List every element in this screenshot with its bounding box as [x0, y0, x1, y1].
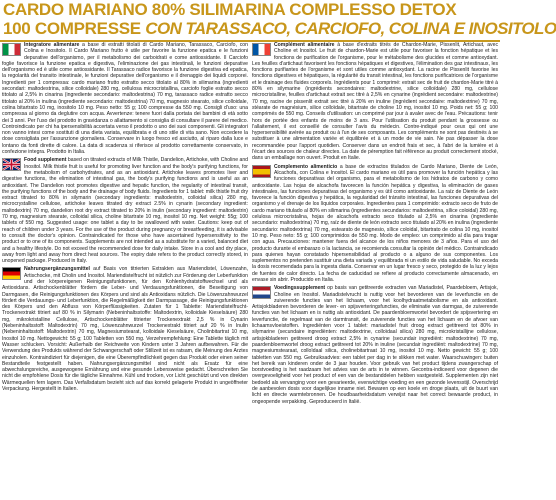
- left-column: [2, 42, 248, 500]
- german-lead: Nahrungsergänzungsmittel: [24, 266, 90, 273]
- section-dutch: [252, 285, 498, 405]
- product-ingredients-subtitle: CON TARASSACO, CARCIOFO, COLINA E INOSITOLO: [145, 19, 556, 38]
- dutch-body: op basis van getitreerde extracten van Mariadistel, Paardebloem, Artisjok, Choline en Inositol. Mariadistelvrucht is nuttig voor het bevorderen van de leverfunctie en de zuiverende functies van het lichaam, voor het koolhydraatmetabolisme en als antioxidant. Artisjokbladeren bevorderen de lever- en spijsverteringsfuncties, de eliminatie van darmgas, de zuiverende functies van het lichaam en is nuttig als antioxidant. De paardenbloemwortel bevordert de spijsvertering en leverfunctie, de regelmaat van de darmtransit, de zuiverende functies van het lichaam en de afvoer van lichaamsvloeistoffen. Ingrediënten voor 1 tablet: mariadistel fruit droog extract getitreerd tot 80% in silymarine (secundaire ingrediënten: maltodextrine, colloïdaal silica) 280 mg, microkristallijne cellulose, artisjokbladeren getitreerd droog extract 2,5% in cynarine (secundair ingrediënt: maltodextrine) 70 mg, paardenbloemwortel droog extract getitreerd tot 20% in inuline (secundair ingrediënt: maltodextrine) 70 mg, magnesiumstearaat, colloïdaal silica, cholinebitartraat 10 mg, inositol 10 mg. Netto gewicht: 55 g; 100 tabletten van 550 mg. Gebruiksadvies: een tablet per dag in te slikken met water. Waarschuwingen: buiten het bereik van kinderen onder de 3 jaar houden. Voor gebruik van het product tijdens zwangerschap of borstvoeding is het raadzaam het advies van de arts in te winnen. Gecontra-indiceerd voor degenen die overgevoeligheid voor het product of een van de bestanddelen hebben vastgesteld. Supplementen zijn niet bedoeld als vervanging voor een gevarieerde, evenwichtige voeding en een gezonde levensstijl. Overschrijd de aanbevolen dosis voor dagelijkse inname niet. Bewaren op een koele en droge plaats, uit de buurt van licht en directe warmtebronnen. De houdbaarheidsdatum verwijst naar het correct bewaarde product, in ongeopende verpakking. Geproduceerd in Italië.: [252, 285, 498, 405]
- product-count: 100 COMPRESSE: [3, 19, 141, 38]
- germany-flag-icon: [2, 267, 21, 280]
- spanish-label-text: [252, 164, 498, 284]
- italy-flag-icon: [2, 43, 21, 56]
- french-body: à base d'extraits titrés de Chardon-Marie, Pissenlit, Artichaut, avec Choline et Inositol. Le fruit de chardon-Marie est utile pour favoriser la fonction hépatique et les fonctions de purification de l'organisme, pour le métabolisme des glucides et comme antioxydant. Les feuilles d'artichaut favorisent les fonctions hépatiques et digestives, l'élimination des gaz intestinaux, les fonctions purifiantes de l'organisme et sont utiles comme antioxydant. La racine de Pissenlit favorise les fonctions digestives et hépatiques, la régularité du transit intestinal, les fonctions purificatrices de l'organisme et le drainage des fluides corporels. Ingrédients pour 1 comprimé: extrait sec de fruit de chardon-Marie titré à 80% en silymarine (ingrédients secondaires: maltodextrine, silice colloïdale) 280 mg, cellulose microcristalline, feuilles d'artichaut extrait sec titré à 2,5% en cynarine (ingrédient secondaire: maltodextrine) 70 mg, racine de pissenlit extrait sec titré à 20% en inuline (ingrédient secondaire: maltodextrine) 70 mg, stéarate de magnésium, silice colloïdale, bitartrate de choline 10 mg, inositol 10 mg. Poids net: 55 g; 100 comprimés de 550 mg. Conseils d'utilisation: un comprimé par jour à avaler avec de l'eau. Précautions: tenir hors de portée des enfants de moins de 3 ans. Pour l'utilisation du produit pendant la grossesse ou l'allaitement, il est conseillé de consulter l'avis du médecin. Contre-indiqué pour ceux qui ont une hypersensibilité avérée au produit ou à l'un de ses composants. Les compléments ne sont pas destinés à se substituer à une alimentation variée et équilibrée et à un mode de vie sain. Ne pas dépasser la dose recommandée pour l'apport quotidien. Conserver dans un endroit frais et sec, à l'abri de la lumière et à l'écart des sources de chaleur directes. La date de péremption fait référence au produit correctement stocké, dans un emballage non ouvert. Produit en Italie.: [252, 42, 498, 162]
- dutch-label-text: [252, 285, 498, 405]
- product-title: CARDO MARIANO 80% SILIMARINA COMPLESSO DETOX: [3, 0, 457, 19]
- french-label-text: [252, 42, 498, 162]
- italian-lead: Integratore alimentare: [24, 42, 80, 48]
- section-german: [2, 266, 248, 392]
- english-label-text: [2, 157, 248, 264]
- product-title-banner: [0, 0, 556, 42]
- dutch-lead: Voedingssupplement: [274, 285, 326, 292]
- section-english: [2, 157, 248, 264]
- english-body: based on titrated extracts of Milk Thistle, Dandelion, Artichoke, with Choline and Inositol. Milk thistle fruit is useful for promoting liver function and the body's purifying functions, for the metabolism of carbohydrates, and as an antioxidant. Artichoke leaves promotes liver and digestive functions, the elimination of intestinal gas, the body's purifying functions and is useful as an antioxidant. The Dandelion root promotes digestive and hepatic function, the regularity of intestinal transit, the purifying functions of the body and the drainage of body fluids. Ingredients for 1 tablet: milk thistle fruit dry extract titrated to 80% in silymarin (secondary ingredients: maltodextrin, colloidal silica) 280 mg, microcrystalline cellulose, artichoke leaves titrated dry extract 2.5% in cynarin (secondary ingredient: maltodextrin) 70 mg, dandelion root dry extract titrated to 20% in inulin (secondary ingredient: maltodextrin) 70 mg, magnesium stearate, colloidal silica, choline bitartrate 10 mg, inositol 10 mg. Net weight: 55g; 100 tablets of 550 mg. Suggested usage: one tablet a day to be swallowed with water. Cautions: keep out of reach of children under 3 years. For the use of the product during pregnancy or breastfeeding, it is advisable to consult the doctor's opinion. Contraindicated for those who have ascertained hypersensitivity to the product or to one of its components. Supplements are not intended as a substitute for a varied, balanced diet and a healthy lifestyle. Do not exceed the recommended dose for daily intake. Store in a cool and dry place, away from light and away from direct heat sources. The expiry date refers to the product correctly stored, in unopened package. Produced in Italy.: [2, 157, 248, 265]
- spanish-lead: Complemento alimenticio: [274, 163, 338, 170]
- netherlands-flag-icon: [252, 286, 271, 299]
- italian-label-text: [2, 42, 248, 155]
- right-column: [252, 42, 498, 500]
- french-lead: Complément alimentaire: [274, 42, 335, 48]
- section-italian: [2, 42, 248, 155]
- italian-body: a base di estratti titolati di Cardo Mariano, Tarassaco, Carciofo, con Colina e Inositolo. Il Cardo Mariano frutto è utile per favorire la funzione epatica e le funzioni depurative dell'organismo, per il metabolismo dei carboidrati e come antiossidante. Il Carciofo foglie favorisce la funzione epatica e digestiva, l'eliminazione dei gas intestinali, le funzioni depurative dell'organismo ed è utile come antiossidante. Il Tarassaco radice favorisce la funzione digestiva ed epatica, la regolarità del transito intestinale, le funzioni depurative dell'organismo e il drenaggio dei liquidi corporei. Ingredienti per 1 compressa: cardo mariano frutto estratto secco titolato al 80% in silimarina (ingredienti secondari: maltodestrina, silice colloidale) 280 mg, cellulosa microcristallina, carciofo foglie estratto secco titolato al 2,5% in cinarina (ingrediente secondario: maltodestrina) 70 mg, tarassaco radice estratto secco titolato al 20% in inulina (ingrediente secondario: maltodestrina) 70 mg, magnesio stearato, silice colloidale, colina bitartrato 10 mg, inositolo 10 mg. Peso netto: 55 g; 100 compresse da 550 mg. Consigli d'uso: una compressa al giorno da deglutire con acqua. Avvertenze: tenere fuori dalla portata dei bambini di età sotto dei 3 anni. Per l'uso del prodotto in gravidanza o allattamento si consiglia di consultare il parere del medico. Controindicato per chi ha ipersensibilità accertata verso il prodotto o uno dei suoi componenti. Gli integratori non vanno intesi come sostituti di una dieta variata, equilibrata e di uno stile di vita sano. Non eccedere la dose consigliata per l'assunzione giornaliera. Conservare in luogo fresco ed asciutto, al riparo dalla luce e lontano da fonti dirette di calore. La data di scadenza si riferisce al prodotto correttamente conservato, in confezione integra. Prodotto in Italia.: [2, 42, 248, 156]
- german-label-text: [2, 266, 248, 392]
- spain-flag-icon: [252, 165, 271, 178]
- german-body: auf Basis von titrierten Extrakten aus Mariendistel, Löwenzahn, Artischocke, mit Cholin und Inositol. Mariendistelfrucht ist nützlich zur Förderung der Leberfunktion und der körpereigenen Reinigungsfunktionen, für den Kohlenhydratstoffwechsel und als Antioxidans. Artischockenblätter fördern die Leber- und Verdauungsfunktionen, die Beseitigung von Darmgasen, die Reinigungsfunktionen des Körpers und sind als Antioxidans nützlich. Die Löwenzahnwurzel fördert die Verdauungs- und Leberfunktion, die Regelmäßigkeit der Darmpassage, die Reinigungsfunktionen des Körpers und den Abfluss von Körperflüssigkeiten. Zutaten für 1 Tablette: Mariendistelfrucht-Trockenextrakt titriert auf 80 % in Silymarin (Nebeninhaltsstoffe: Maltodextrin, kolloidale Kieselsäure) 280 mg, mikrokristalline Cellulose, Artischockenblätter titrierter Trockenextrakt 2,5 % in Cynarin (Nebeninhaltsstoff: Maltodextrin) 70 mg, Löwenzahnwurzel Trockenextrakt titriert auf 20 % in Inulin (Nebeninhaltsstoff: Maltodextrin) 70 mg, Magnesiumstearat, kolloidale Kieselsäure, Cholinbitartrat 10 mg, Inositol 10 mg. Nettogewicht: 55 g; 100 Tabletten von 550 mg. Verzehrempfehlung: Eine Tablette täglich mit Wasser schlucken. Vorsicht: Außerhalb der Reichweite von Kindern unter 3 Jahren aufbewahren. Für die Verwendung des Produkts während der Schwangerschaft oder Stillzeit ist es ratsam, die Meinung des Arztes einzuholen. Kontraindiziert für diejenigen, die eine Überempfindlichkeit gegen das Produkt oder einen seiner Bestandteile festgestellt haben. Nahrungsergänzungsmittel sind nicht als Ersatz für eine abwechslungsreiche, ausgewogene Ernährung und eine gesunde Lebensweise gedacht. Überschreiten Sie nicht die empfohlene Dosis für die tägliche Einnahme. Kühl und trocken, vor Licht geschützt und von direkten Wärmequellen fern lagern. Das Verfallsdatum bezieht sich auf das korrekt gelagerte Produkt in ungeöffneter Verpackung. Hergestellt in Italien.: [2, 266, 248, 393]
- section-spanish: [252, 164, 498, 284]
- section-french: [252, 42, 498, 162]
- product-subtitle-row: [3, 19, 556, 40]
- uk-flag-icon: [2, 158, 21, 171]
- france-flag-icon: [252, 43, 271, 56]
- spanish-body: a base de extractos titulados de Cardo Mariano, Diente de León, Alcachofa, con Colina e Inositol. El cardo mariano es útil para promover la función hepática y las funciones depurativas del organismo, para el metabolismo de los hidratos de carbono y como antioxidante. Las hojas de alcachofa favorecen la función hepática y digestiva, la eliminación de gases intestinales, las funciones depurativas del organismo y es útil como antioxidante. La raíz de Diente de León favorece la función digestiva y hepática, la regularidad del tránsito intestinal, las funciones depurativas del organismo y el drenaje de los líquidos corporales. Ingredientes para 1 comprimido: extracto seco de fruto de cardo mariano titulado al 80% en silimarina (ingredientes secundarios: maltodextrina, sílice coloidal) 280 mg, celulosa microcristalina, hojas de alcachofa extracto seco titulado al 2,5% en cinarina (ingrediente secundario: maltodextrina) 70 mg, raíz de diente de león extracto seco titulado al 20% en inulina (ingrediente secundario: maltodextrina) 70 mg, estearato de magnesio, sílice coloidal, bitartrato de colina 10 mg, inositol 10 mg. Peso neto: 55 g; 100 comprimidos de 550 mg. Modo de empleo: un comprimido al día para tragar con agua. Precauciones: mantener fuera del alcance de los niños menores de 3 años. Para el uso del producto durante el embarazo o la lactancia, se recomienda consultar la opinión del médico. Contraindicado para quienes hayan constatado hipersensibilidad al producto o a alguno de sus componentes. Los suplementos no pretenden sustituir una dieta variada y equilibrada ni un estilo de vida saludable. No exceda la dosis recomendada para la ingesta diaria. Conservar en un lugar fresco y seco, protegido de la luz y lejos de fuentes de calor directo. La fecha de caducidad se refiere al producto correctamente almacenado, en envase sin abrir. Producido en Italia.: [252, 163, 498, 283]
- english-lead: Food supplement: [24, 157, 67, 164]
